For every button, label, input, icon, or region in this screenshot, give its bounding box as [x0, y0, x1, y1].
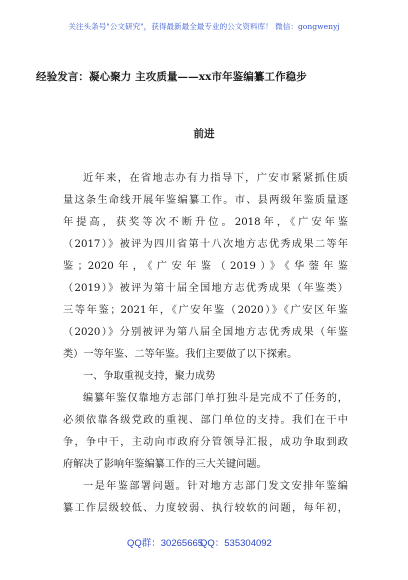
body-line: （2017）》被评为四川省第十八次地方志优秀成果二等年 [63, 239, 348, 250]
header-promo-note: 关注头条号"公文研究"，获得最新最全最专业的公文资料库！ 微信：gongwenyj [68, 22, 340, 31]
body-line: 争，争中干，主动向市政府分管领导汇报，成功争取到政 [63, 437, 348, 448]
body-line: 府解决了影响年鉴编纂工作的三大关键问题。 [63, 459, 267, 470]
body-line: 必须依靠各级党政的重视、部门单位的支持。我们在干中 [63, 415, 348, 426]
body-line: 编纂年鉴仅靠地方志部门单打独斗是完成不了任务的， [83, 393, 348, 404]
body-line: 一是年鉴部署问题。针对地方志部门发文安排年鉴编 [83, 481, 348, 492]
body-line: 纂工作层级较低、力度较弱、执行较软的问题，每年初， [63, 503, 348, 514]
body-line: 年提高，获奖等次不断升位。2018年，《广安年鉴 [63, 217, 348, 228]
footer-qq-group: QQ群：30265665 [127, 538, 204, 549]
body-line: 鉴；2020年，《广安年鉴（2019）》《华蓥年鉴 [63, 261, 348, 272]
footer-contact [0, 535, 408, 555]
body-line: 量这条生命线开展年鉴编纂工作。市、县两级年鉴质量逐 [63, 195, 348, 206]
footer-qq-number: QQ：535304092 [200, 538, 272, 549]
body-line: （2019）》被评为第十届全国地方志优秀成果（年鉴类） [63, 283, 348, 294]
section-heading: 一、争取重视支持，聚力成势 [83, 371, 216, 382]
document-title: 经验发言：凝心聚力 主攻质量——xx市年鉴编纂工作稳步 [36, 71, 307, 83]
body-line: 三等年鉴；2021年，《广安年鉴（2020）》《广安区年鉴 [63, 305, 348, 316]
body-line: 类）一等年鉴、二等年鉴。我们主要做了以下探索。 [63, 349, 298, 360]
body-line: （2020）》分别被评为第八届全国地方志优秀成果（年鉴 [63, 327, 348, 338]
document-body [63, 168, 348, 520]
body-line: 近年来，在省地志办有力指导下，广安市紧紧抓住质 [83, 173, 348, 184]
document-title-continuation: 前进 [193, 128, 215, 140]
